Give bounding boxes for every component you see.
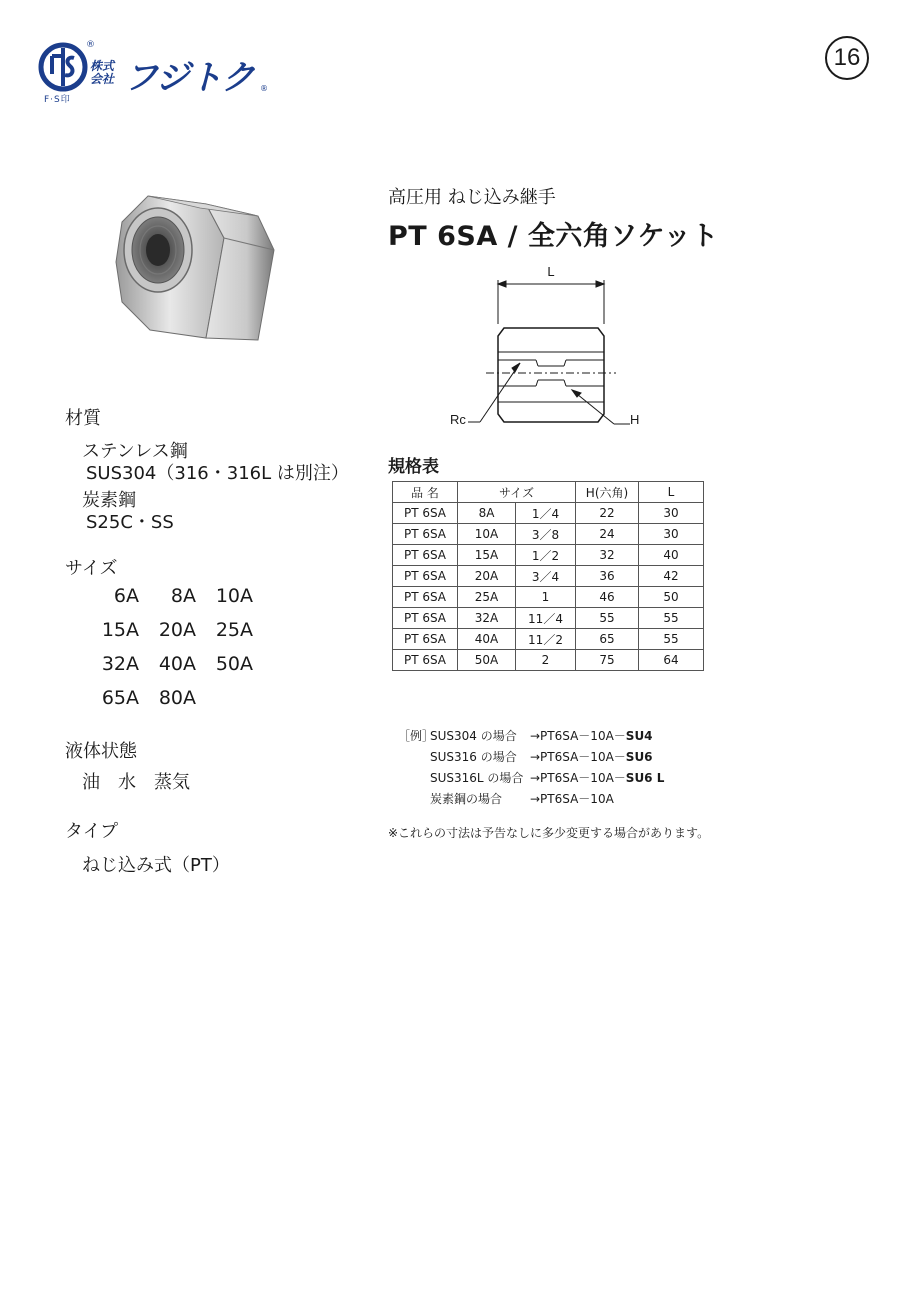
table-row: [393, 629, 704, 650]
table-header-row: [393, 482, 704, 503]
table-cell: PT 6SA: [393, 629, 458, 650]
table-cell: PT 6SA: [393, 524, 458, 545]
example-code-suffix: SU4: [625, 729, 653, 743]
disclaimer-note: ※これらの寸法は予告なしに多少変更する場合があります。: [388, 826, 710, 840]
table-cell: 3／4: [516, 566, 576, 587]
table-cell: 8A: [458, 503, 516, 524]
table-cell: 30: [639, 503, 704, 524]
size-value: 32A: [101, 653, 139, 675]
table-cell: 3／8: [516, 524, 576, 545]
table-cell: 32: [576, 545, 639, 566]
example-code: [530, 789, 614, 810]
example-code: [530, 747, 653, 768]
table-cell: 40: [639, 545, 704, 566]
example-label: SUS316L の場合: [430, 771, 524, 785]
table-cell: 50A: [458, 650, 516, 671]
example-label: 炭素鋼の場合: [430, 792, 503, 806]
table-cell: PT 6SA: [393, 608, 458, 629]
table-cell: 64: [639, 650, 704, 671]
logo-registered-mark: ®: [86, 40, 95, 50]
type-value: ねじ込み式（PT）: [82, 855, 230, 876]
logo-company-name: フジトク: [124, 58, 254, 98]
table-cell: 20A: [458, 566, 516, 587]
column-header-name: 品 名: [393, 482, 458, 503]
example-code-suffix: SU6 L: [625, 771, 665, 785]
size-value: 50A: [215, 653, 253, 675]
size-value: 80A: [158, 687, 196, 709]
table-cell: 10A: [458, 524, 516, 545]
table-row: [393, 566, 704, 587]
size-value: 8A: [170, 585, 196, 607]
table-cell: 11／2: [516, 629, 576, 650]
example-label: SUS304 の場合: [430, 729, 517, 743]
size-row: [86, 653, 257, 675]
table-cell: 24: [576, 524, 639, 545]
table-cell: 30: [639, 524, 704, 545]
table-cell: PT 6SA: [393, 650, 458, 671]
material-item: SUS304（316・316L は別注）: [86, 463, 349, 484]
size-value: 40A: [158, 653, 196, 675]
table-cell: 32A: [458, 608, 516, 629]
logo-company-prefix: [90, 60, 114, 86]
logo-prefix-line2: 会社: [90, 72, 115, 86]
size-value: 25A: [215, 619, 253, 641]
table-cell: 15A: [458, 545, 516, 566]
material-item: ステンレス鋼: [82, 441, 188, 462]
table-cell: 2: [516, 650, 576, 671]
size-value: 10A: [215, 585, 253, 607]
example-prefix: ［例］: [398, 729, 435, 743]
fluid-heading: 液体状態: [65, 741, 137, 762]
table-cell: PT 6SA: [393, 545, 458, 566]
spec-table: [392, 481, 704, 671]
table-cell: 40A: [458, 629, 516, 650]
size-value: 15A: [101, 619, 139, 641]
table-cell: PT 6SA: [393, 503, 458, 524]
size-value: 6A: [113, 585, 139, 607]
size-value: 65A: [101, 687, 139, 709]
table-cell: 55: [639, 608, 704, 629]
example-code-base: →PT6SA－10A－: [530, 729, 626, 743]
table-cell: 46: [576, 587, 639, 608]
table-cell: 55: [639, 629, 704, 650]
material-item: S25C・SS: [86, 512, 174, 533]
example-code: [530, 768, 664, 789]
table-cell: 11／4: [516, 608, 576, 629]
table-cell: 36: [576, 566, 639, 587]
example-code: [530, 726, 653, 747]
dimension-label-H: H: [630, 412, 640, 427]
table-cell: 1: [516, 587, 576, 608]
page-number: 16: [825, 36, 869, 80]
table-cell: 25A: [458, 587, 516, 608]
table-cell: 22: [576, 503, 639, 524]
logo-prefix-line1: 株式: [90, 59, 115, 73]
size-row: [86, 687, 200, 709]
table-cell: 55: [576, 608, 639, 629]
table-cell: PT 6SA: [393, 566, 458, 587]
fs-mark-icon: [38, 42, 88, 92]
table-cell: 50: [639, 587, 704, 608]
column-header-h: H(六角): [576, 482, 639, 503]
table-row: [393, 503, 704, 524]
table-cell: 75: [576, 650, 639, 671]
fluid-value: 油 水 蒸気: [82, 772, 190, 793]
product-title: PT 6SA / 全六角ソケット: [388, 221, 719, 252]
table-row: [393, 587, 704, 608]
table-row: [393, 524, 704, 545]
size-value: 20A: [158, 619, 196, 641]
logo-mark-text: F·S印: [44, 95, 71, 105]
example-code-base: →PT6SA－10A－: [530, 771, 626, 785]
dimension-label-L: L: [547, 264, 555, 279]
spec-table-heading: 規格表: [388, 457, 439, 477]
table-cell: 42: [639, 566, 704, 587]
example-code-base: →PT6SA－10A: [530, 792, 614, 806]
product-subtitle: 高圧用 ねじ込み継手: [388, 187, 556, 208]
dimension-label-Rc: Rc: [450, 412, 466, 427]
company-logo: [38, 40, 278, 105]
table-row: [393, 608, 704, 629]
table-cell: 1／2: [516, 545, 576, 566]
example-code-suffix: SU6: [625, 750, 653, 764]
technical-drawing: [440, 262, 660, 437]
table-cell: 65: [576, 629, 639, 650]
example-label: SUS316 の場合: [430, 750, 517, 764]
material-item: 炭素鋼: [82, 490, 136, 511]
table-row: [393, 545, 704, 566]
size-row: [86, 619, 257, 641]
product-photo: [108, 190, 280, 350]
table-cell: PT 6SA: [393, 587, 458, 608]
material-heading: 材質: [65, 408, 101, 429]
table-cell: 1／4: [516, 503, 576, 524]
type-heading: タイプ: [65, 821, 119, 842]
size-heading: サイズ: [65, 558, 118, 579]
column-header-l: L: [639, 482, 704, 503]
example-code-base: →PT6SA－10A－: [530, 750, 626, 764]
logo-registered-mark-2: ®: [260, 84, 268, 93]
column-header-size: サイズ: [458, 482, 576, 503]
table-row: [393, 650, 704, 671]
size-row: [86, 585, 257, 607]
